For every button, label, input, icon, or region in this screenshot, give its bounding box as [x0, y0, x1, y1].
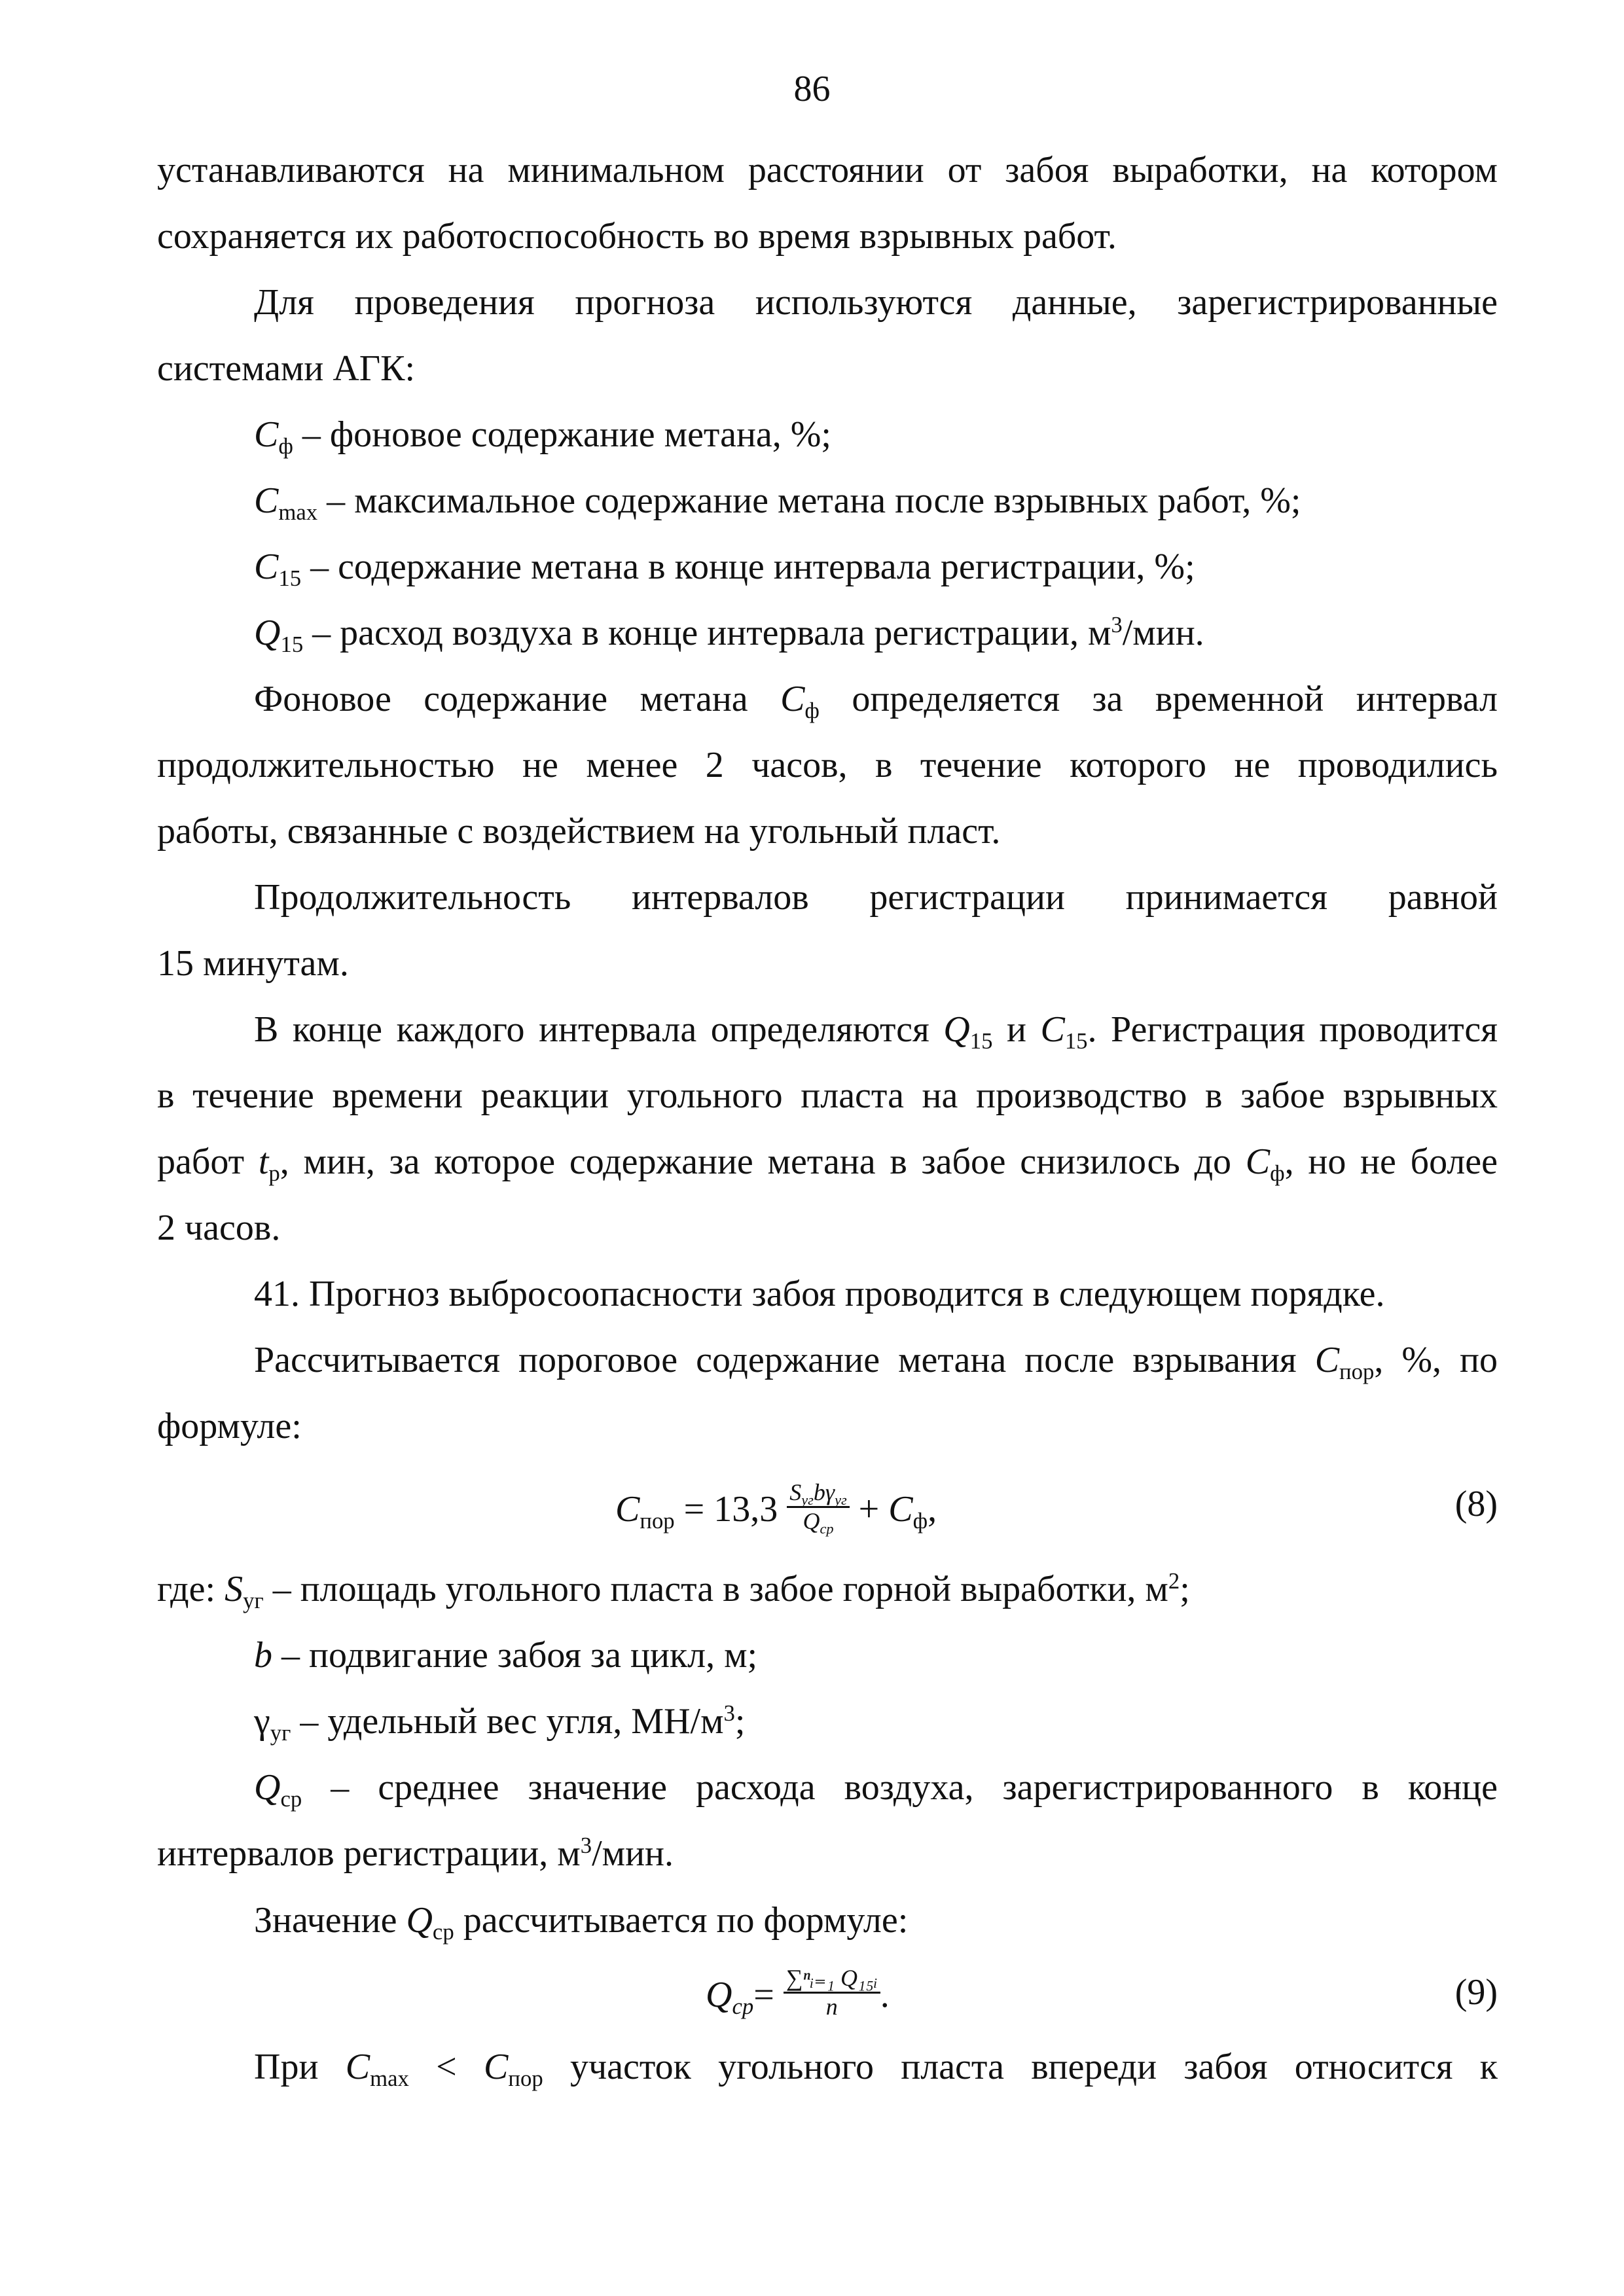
definition-text-end: /мин. [1122, 613, 1204, 653]
text: интервалов регистрации, м [157, 1833, 581, 1874]
definition-c-max [254, 480, 1301, 526]
paragraph-5-line-2: в течение времени реакции угольного пласта на производство в забое взрывных [157, 1075, 1498, 1116]
formula-tail: . [880, 1974, 890, 2015]
subscript: ср [280, 1786, 302, 1812]
formula-c-subscript: ф [912, 1507, 928, 1534]
text: < [408, 2047, 484, 2087]
subscript: ф [278, 433, 293, 459]
superscript: 3 [580, 1832, 592, 1858]
text: работ [157, 1141, 259, 1182]
symbol: b [254, 1635, 272, 1676]
paragraph-7-line-2: формуле: [157, 1406, 302, 1446]
formula-tail: , [928, 1488, 937, 1530]
paragraph-4-line-1: Продолжительность интервалов регистрации принимается равной [254, 877, 1498, 918]
subscript: 15 [280, 632, 304, 658]
where-q-definition-line-1 [254, 1767, 1498, 1812]
fraction-denominator: $Q_{ср}$ [803, 1508, 834, 1537]
subscript: пор [1339, 1359, 1375, 1385]
text: и [992, 1009, 1041, 1050]
paragraph-7-line-1 [254, 1340, 1498, 1385]
where-q-definition-line-2 [157, 1832, 674, 1874]
formula-lhs-symbol: Q [706, 1974, 732, 2015]
symbol: t [258, 1141, 269, 1182]
subscript: уг [270, 1720, 291, 1746]
text: – площадь угольного пласта в забое горной выработки, м [263, 1569, 1168, 1609]
formula-9-number: (9) [1454, 1972, 1498, 2013]
text: – удельный вес угля, МН/м [291, 1701, 724, 1742]
text: участок угольного пласта впереди забоя относится к [543, 2047, 1498, 2087]
symbol: C [1245, 1141, 1271, 1182]
text: , мин, за которое содержание метана в забое снизилось до [280, 1141, 1246, 1182]
symbol: C [254, 480, 279, 521]
symbol: C [254, 414, 279, 455]
paragraph-8-line-1 [254, 1900, 909, 1945]
paragraph-1-line-1: устанавливаются на минимальном расстоянии от забоя выработки, на котором [157, 150, 1498, 190]
symbol: γ [254, 1701, 270, 1742]
fraction-numerator: ∑ⁿᵢ₌₁ Q₁₅ᵢ [784, 1965, 880, 1994]
text: При [254, 2047, 346, 2087]
fraction-denominator: n [825, 1994, 838, 2020]
text: – подвигание забоя за цикл, м; [272, 1635, 758, 1676]
definition-text: – фоновое содержание метана, %; [293, 414, 831, 455]
superscript: 2 [1168, 1568, 1180, 1594]
symbol: C [254, 547, 279, 587]
superscript: 3 [1111, 611, 1123, 637]
text: /мин. [592, 1833, 674, 1874]
paragraph-3-line-3: работы, связанные с воздействием на угольный пласт. [157, 811, 1001, 852]
symbol: Q [943, 1009, 970, 1050]
paragraph-3-line-2: продолжительностью не менее 2 часов, в течение которого не проводились [157, 745, 1498, 785]
subscript: пор [508, 2066, 543, 2092]
subscript: 15 [969, 1028, 993, 1054]
formula-fraction [784, 1965, 880, 2021]
symbol: C [345, 2047, 370, 2087]
formula-plus: + [849, 1488, 889, 1530]
text: . Регистрация проводится [1087, 1009, 1498, 1050]
subscript: р [268, 1160, 280, 1187]
text: , но не более [1284, 1141, 1498, 1182]
paragraph-2-line-2: системами АГК: [157, 348, 416, 389]
where-b-definition [254, 1637, 757, 1674]
definition-q15 [254, 611, 1204, 658]
formula-lhs-subscript: cp [732, 1993, 754, 2019]
text: В конце каждого интервала определяются [254, 1009, 944, 1050]
subscript: max [278, 499, 318, 526]
symbol: Q [254, 613, 281, 653]
formula-8-number: (8) [1454, 1484, 1498, 1524]
formula-8 [615, 1479, 937, 1541]
symbol: C [1040, 1009, 1065, 1050]
formula-coefficient: = 13,3 [674, 1488, 778, 1530]
subscript: ф [804, 698, 820, 724]
superscript: 3 [723, 1700, 735, 1726]
symbol: Q [254, 1767, 281, 1808]
definition-text: – максимальное содержание метана после взрывных работ, %; [317, 480, 1301, 521]
text: – среднее значение расхода воздуха, зарегистрированного в конце [302, 1767, 1498, 1808]
page-number: 86 [793, 69, 831, 109]
subscript: 15 [1064, 1028, 1088, 1054]
text: , %, по [1374, 1340, 1498, 1380]
fraction-numerator: $S_{уг}b\gamma_{уг}$ [787, 1479, 849, 1508]
text: где: [157, 1569, 225, 1609]
formula-9 [706, 1965, 890, 2026]
symbol: C [780, 679, 805, 719]
formula-equals: = [753, 1974, 774, 2015]
formula-lhs-symbol: C [615, 1488, 640, 1530]
where-gamma-definition [254, 1700, 746, 1746]
text: ; [734, 1701, 746, 1742]
paragraph-9-line-1 [254, 2047, 1498, 2092]
paragraph-5-line-4: 2 часов. [157, 1208, 281, 1248]
symbol: C [484, 2047, 509, 2087]
paragraph-5-line-1 [254, 1009, 1498, 1054]
definition-c15 [254, 547, 1195, 592]
where-s-definition [157, 1568, 1190, 1614]
text: Значение [254, 1900, 406, 1941]
text: Рассчитывается пороговое содержание метана после взрывания [254, 1340, 1315, 1380]
paragraph-3-line-1 [254, 679, 1498, 724]
formula-fraction [787, 1479, 849, 1535]
symbol: Q [406, 1900, 433, 1941]
text: ; [1180, 1569, 1190, 1609]
text: рассчитывается по формуле: [454, 1900, 909, 1941]
definition-text: – содержание метана в конце интервала регистрации, %; [301, 547, 1195, 587]
subscript: 15 [278, 565, 302, 592]
subscript: уг [243, 1588, 264, 1614]
formula-c-symbol: C [888, 1488, 913, 1530]
paragraph-6-line-1: 41. Прогноз выбросоопасности забоя проводится в следующем порядке. [254, 1274, 1385, 1314]
paragraph-2-line-1: Для проведения прогноза используются данные, зарегистрированные [254, 282, 1498, 323]
symbol: S [225, 1569, 244, 1609]
text: определяется за временной интервал [819, 679, 1498, 719]
text: Фоновое содержание метана [254, 679, 781, 719]
paragraph-1-line-2: сохраняется их работоспособность во время взрывных работ. [157, 216, 1117, 257]
subscript: ф [1270, 1160, 1285, 1187]
formula-lhs-subscript: пор [640, 1507, 675, 1534]
definition-text: – расход воздуха в конце интервала регистрации, м [303, 613, 1111, 653]
subscript: max [370, 2066, 409, 2092]
paragraph-4-line-2: 15 минутам. [157, 943, 349, 984]
symbol: C [1314, 1340, 1340, 1380]
paragraph-5-line-3 [157, 1141, 1498, 1187]
definition-c-background [254, 414, 831, 459]
subscript: ср [432, 1919, 454, 1945]
